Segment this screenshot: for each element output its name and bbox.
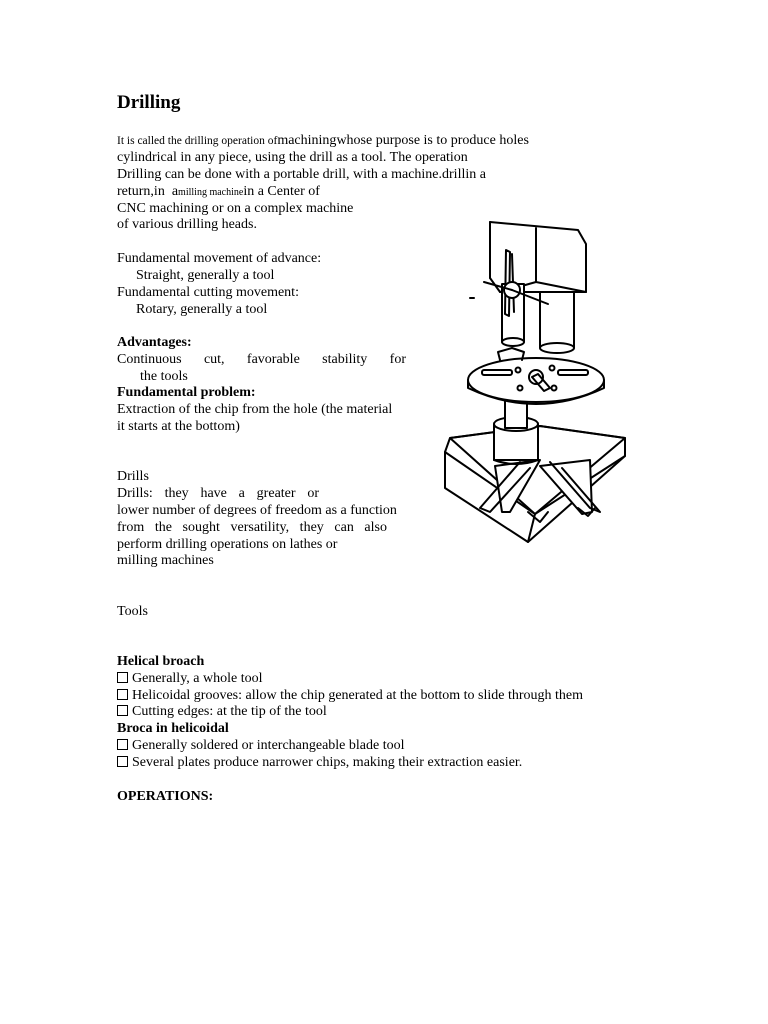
drill-press-illustration <box>440 212 640 552</box>
bullet-box-icon <box>117 756 128 767</box>
intro-line-3: Drilling can be done with a portable drill, with a machine.drillin a <box>117 167 486 182</box>
list-item: Generally soldered or interchangeable blade tool <box>117 737 405 754</box>
bullet-box-icon <box>117 705 128 716</box>
intro-line-6: of various drilling heads. <box>117 217 257 232</box>
intro-line-2: cylindrical in any piece, using the drill as a tool. The operation <box>117 150 468 165</box>
operations-heading: OPERATIONS: <box>117 789 214 804</box>
bullet-box-icon <box>117 739 128 750</box>
intro-line-4: return,in amilling machinein a Center of <box>117 184 320 199</box>
problem-line-1: Extraction of the chip from the hole (the material <box>117 402 393 417</box>
advantages-heading: Advantages: <box>117 335 192 350</box>
page-title: Drilling <box>117 92 181 113</box>
helical-broach-heading: Helical broach <box>117 654 205 669</box>
list-item: Several plates produce narrower chips, making their extraction easier. <box>117 754 522 771</box>
cutting-movement-label: Fundamental cutting movement: <box>117 285 299 300</box>
advantages-line-1: Continuous cut, favorable stability for <box>117 352 406 367</box>
advance-movement-value: Straight, generally a tool <box>136 268 275 283</box>
bullet-box-icon <box>117 672 128 683</box>
list-item: Helicoidal grooves: allow the chip generated at the bottom to slide through them <box>117 687 583 704</box>
drills-line-1: Drills: they have a greater or <box>117 486 319 501</box>
drills-heading: Drills <box>117 469 149 484</box>
problem-line-2: it starts at the bottom) <box>117 419 240 434</box>
drill-press-table <box>468 348 604 404</box>
drills-line-4: perform drilling operations on lathes or <box>117 537 338 552</box>
advantages-line-2: the tools <box>140 369 188 384</box>
cutting-movement-value: Rotary, generally a tool <box>136 302 268 317</box>
list-item: Cutting edges: at the tip of the tool <box>117 703 327 720</box>
intro-line-1: It is called the drilling operation ofmachiningwhose purpose is to produce holes <box>117 133 529 148</box>
drills-line-2: lower number of degrees of freedom as a function <box>117 503 397 518</box>
drills-line-3: from the sought versatility, they can also <box>117 520 387 535</box>
problem-heading: Fundamental problem: <box>117 385 256 400</box>
bullet-box-icon <box>117 689 128 700</box>
list-item: Generally, a whole tool <box>117 670 263 687</box>
drills-line-5: milling machines <box>117 553 214 568</box>
tools-heading: Tools <box>117 604 148 619</box>
advance-movement-label: Fundamental movement of advance: <box>117 251 322 266</box>
drill-press-head <box>470 222 586 353</box>
intro-line-5: CNC machining or on a complex machine <box>117 201 354 216</box>
broca-heading: Broca in helicoidal <box>117 721 229 736</box>
